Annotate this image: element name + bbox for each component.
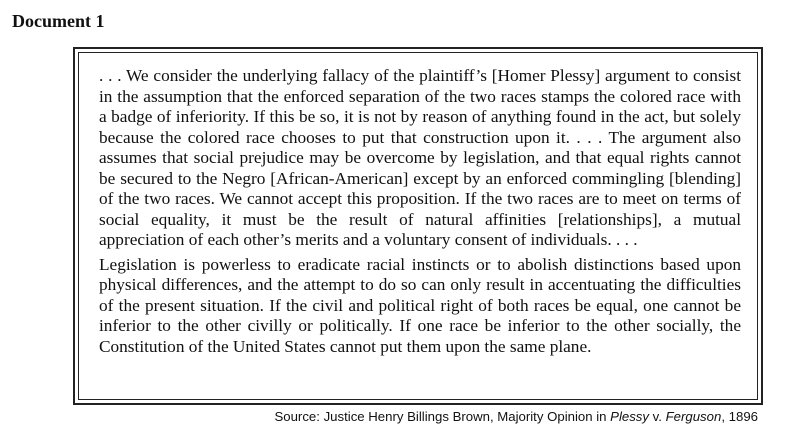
case-defendant: Ferguson [665, 409, 722, 424]
source-prefix: Source: Justice Henry Billings Brown, Majority Opinion in [274, 409, 611, 424]
document-title: Document 1 [12, 11, 105, 31]
case-versus: v. [649, 409, 666, 424]
source-citation [274, 408, 758, 426]
excerpt-box-inner [78, 52, 758, 400]
excerpt-box [73, 47, 763, 405]
source-year: , 1896 [721, 409, 758, 424]
excerpt-paragraph-1: . . . We consider the underlying fallacy of the plaintiff’s [Homer Plessy] argument to consist in the assumption that the enforced separation of the two races stamps the colored race with a badge of inferiority. If this be so, it is not by reason of anything found in the act, but solely because the colored race chooses to put that construction upon it. . . . The argument also assumes that social prejudice may be overcome by legislation, and that equal rights cannot be secured to the Negro [African-American] except by an enforced commingling [blending] of the two races. We cannot accept this proposition. If the two races are to meet on terms of social equality, it must be the result of natural affinities [relationships], a mutual appreciation of each other’s merits and a voluntary consent of individuals. . . . [99, 66, 741, 249]
excerpt-paragraph-2: Legislation is powerless to eradicate racial instincts or to abolish distinctions based upon physical differences, and the attempt to do so can only result in accentuating the difficulties of the present situation. If the civil and political right of both races be equal, one cannot be inferior to the other civilly or politically. If one race be inferior to the other socially, the Constitution of the United States cannot put them upon the same plane. [99, 254, 741, 356]
case-plaintiff: Plessy [610, 409, 649, 424]
